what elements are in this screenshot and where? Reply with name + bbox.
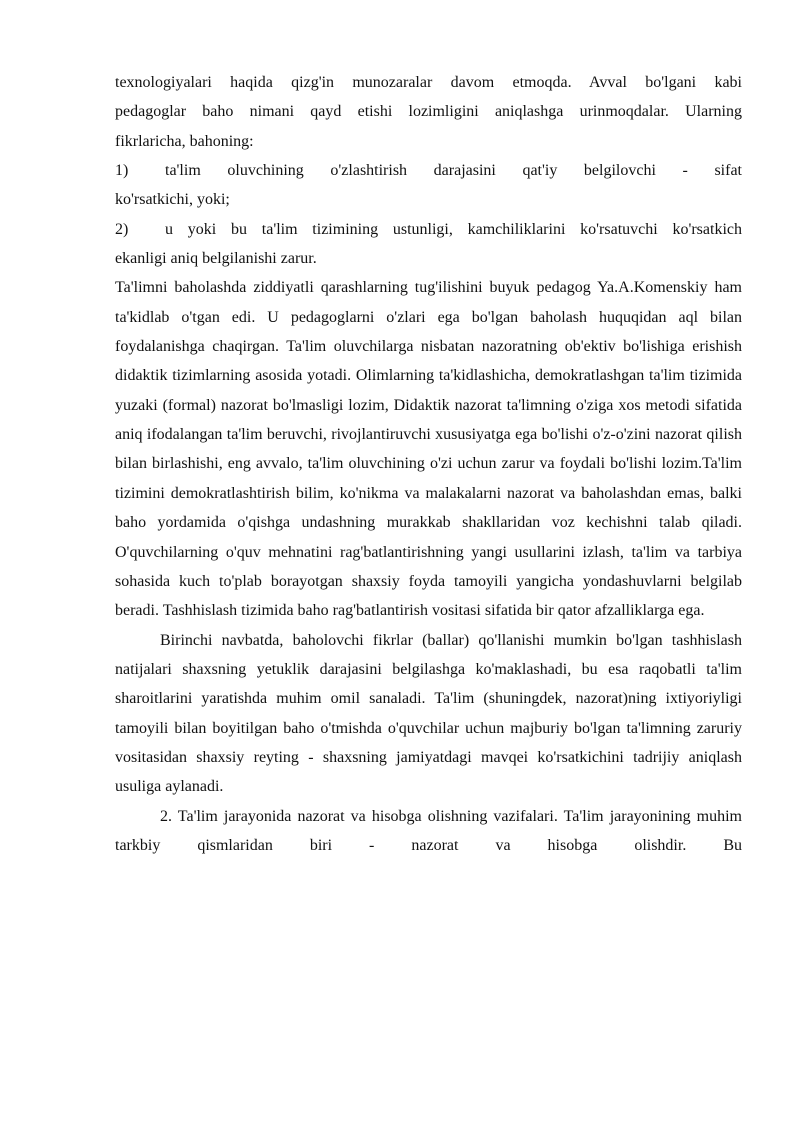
list-item — [115, 215, 742, 274]
list-item-continuation: ko'rsatkichi, yoki; — [115, 191, 230, 209]
list-item — [115, 156, 742, 215]
document-page — [115, 68, 742, 860]
intro-line-1: texnologiyalari haqida qizg'in munozaralar davom etmoqda. Avval bo'lgani kabi — [115, 74, 742, 91]
paragraph-section-2: 2. Ta'lim jarayonida nazorat va hisobga olishning vazifalari. Ta'lim jarayonining muhim tarkbiy qismlaridan biri - nazorat va hisobga olishdir. Bu — [115, 807, 742, 854]
intro-line-2: pedagoglar baho nimani qayd etishi lozimligini aniqlashga urinmoqdalar. Ularning — [115, 103, 742, 121]
list-item-text: ta'lim oluvchining o'zlashtirish darajasini qat'iy belgilovchi - sifat — [165, 162, 742, 180]
list-item-continuation: ekanligi aniq belgilanishi zarur. — [115, 250, 317, 268]
list-item-number: 1) — [115, 162, 129, 180]
list-item-text: u yoki bu ta'lim tizimining ustunligi, kamchiliklarini ko'rsatuvchi ko'rsatkich — [165, 220, 742, 238]
intro-line-3: fikrlaricha, bahoning: — [115, 132, 254, 150]
paragraph-komenskiy: Ta'limni baholashda ziddiyatli qarashlarning tug'ilishini buyuk pedagog Ya.A.Komenskiy ham ta'kidlab o'tgan edi. U pedagoglarni o'zlari ega bo'lgan baholash huquqidan aql bilan foydalanishga chaqirgan. Ta'lim oluvchilarga nisbatan nazoratning ob'ektiv bo'lishiga erishish didaktik tizimlarning asosida yotadi. Olimlarning ta'kidlashicha, demokratlashgan ta'lim tizimida yuzaki (formal) nazorat bo'lmasligi lozim, Didaktik nazorat ta'limning o'ziga xos metodi sifatida aniq ifodalangan ta'lim beruvchi, rivojlantiruvchi xususiyatga ega bo'lishi o'z-o'zini nazorat qilish bilan birlashishi, eng avvalo, ta'lim oluvchining o'zi uchun zarur va foydali bo'lishi lozim.Ta'lim tizimini demokratlashtirish bilim, ko'nikma va malakalarni nazorat va baholashdan emas, balki baho yordamida o'qishga undashning murakkab shakllaridan voz kechishni talab qiladi. O'quvchilarning o'quv mehnatini rag'batlantirishning yangi usullarini izlash, ta'lim va tarbiya sohasida kuch to'plab borayotgan shaxsiy foyda tamoyili yangicha yondashuvlarni belgilab beradi. Tashhislash tizimida baho rag'batlantirish vositasi sifatida bir qator afzalliklarga ega. — [115, 279, 742, 620]
paragraph-first-priority: Birinchi navbatda, baholovchi fikrlar (ballar) qo'llanishi mumkin bo'lgan tashhislash natijalari shaxsning yetuklik darajasini belgilashga ko'maklashadi, bu esa raqobatli ta'lim sharoitlarini yaratishda muhim omil sanaladi. Ta'lim (shuningdek, nazorat)ning ixtiyoriyligi tamoyili bilan boyitilgan baho o'tmishda o'quvchilar uchun majburiy bo'lgan ta'limning zaruriy vositasidan shaxsiy reyting - shaxsning jamiyatdagi mavqei ko'rsatkichini tadrijiy aniqlash usuliga aylanadi. — [115, 631, 742, 796]
list-item-number: 2) — [115, 220, 129, 238]
